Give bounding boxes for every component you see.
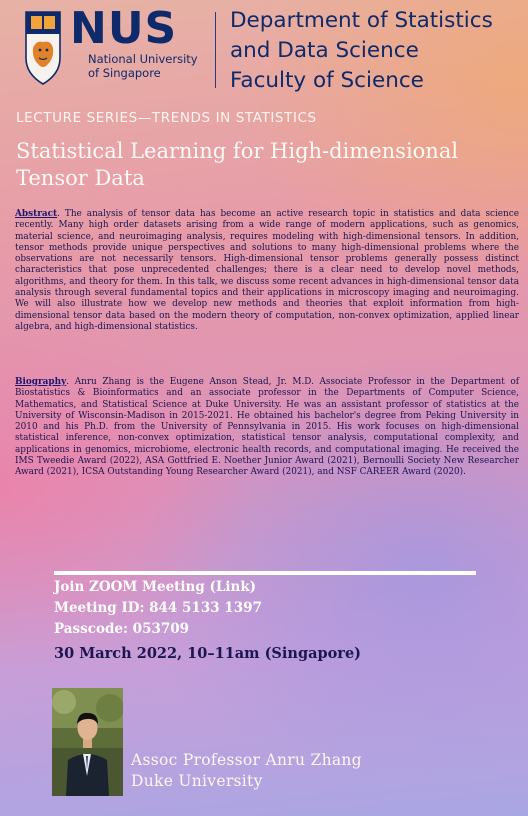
header-divider <box>215 12 216 88</box>
nus-lion-crest-icon <box>24 10 62 86</box>
biography-paragraph <box>15 377 519 479</box>
speaker-info <box>131 750 362 792</box>
speaker-affiliation: Duke University <box>131 772 263 790</box>
university-name-line: National University <box>88 52 198 66</box>
abstract-text: . The analysis of tensor data has become an active research topic in statistics and data science recently. Many high order datasets arising from a wide range of modern applications, such as genomics, material science, and neuroimaging analysis, requires modeling with high-dimensional tensors. In addition, tensor methods provide unique perspectives and solutions to many high-dimensional problems where the observations are not necessarily tensors. High-dimensional tensor problems generally possess distinct characteristics that pose unprecedented challenges; there is a clear need to develop novel methods, algorithms, and theory for them. In this talk, we discuss some recent advances in high-dimensional tensor data analysis through several fundamental topics and their applications in microscopy imaging and neuroimaging. We will also illustrate how we develop new methods and theories that exploit information from high-dimensional tensor data based on the modern theory of computation, non-convex optimization, applied linear algebra, and high-dimensional statistics. <box>15 209 519 332</box>
abstract-paragraph <box>15 209 519 333</box>
meeting-id: Meeting ID: 844 5133 1397 <box>54 600 262 616</box>
section-divider <box>54 571 476 575</box>
biography-label: Biography <box>15 377 67 387</box>
zoom-join-link[interactable]: Join ZOOM Meeting (Link) <box>54 579 257 595</box>
series-label: LECTURE SERIES—TRENDS IN STATISTICS <box>16 110 317 126</box>
meeting-passcode: Passcode: 053709 <box>54 621 190 637</box>
abstract-label: Abstract <box>15 209 58 219</box>
nus-wordmark: NUS <box>70 3 178 54</box>
department-line: and Data Science <box>230 38 419 63</box>
department-line: Faculty of Science <box>230 68 424 93</box>
department-name <box>230 6 493 96</box>
university-name <box>88 52 208 80</box>
department-line: Department of Statistics <box>230 8 493 33</box>
event-date: 30 March 2022, 10–11am (Singapore) <box>54 645 362 662</box>
talk-title: Statistical Learning for High-dimensional Tensor Data <box>16 139 459 190</box>
speaker-portrait-photo <box>52 688 123 796</box>
university-name-line: of Singapore <box>88 66 161 80</box>
biography-text: . Anru Zhang is the Eugene Anson Stead, Jr. M.D. Associate Professor in the Department of Biostatistics & Bioinformatics and an associate professor in the Departments of Computer Science, Mathematics, and Statistical Science at Duke University. He was an assistant professor of statistics at the University of Wisconsin-Madison in 2015-2021. He obtained his bachelor's degree from Peking University in 2010 and his Ph.D. from the University of Pennsylvania in 2015. His work focuses on high-dimensional statistical inference, non-convex optimization, statistical tensor analysis, computational complexity, and applications in genomics, microbiome, electronic health records, and computational imaging. He received the IMS Tweedie Award (2022), ASA Gottfried E. Noether Junior Award (2021), Bernoulli Society New Researcher Award (2021), ICSA Outstanding Young Researcher Award (2021), and NSF CAREER Award (2020). <box>15 377 519 478</box>
speaker-name: Assoc Professor Anru Zhang <box>131 751 362 769</box>
